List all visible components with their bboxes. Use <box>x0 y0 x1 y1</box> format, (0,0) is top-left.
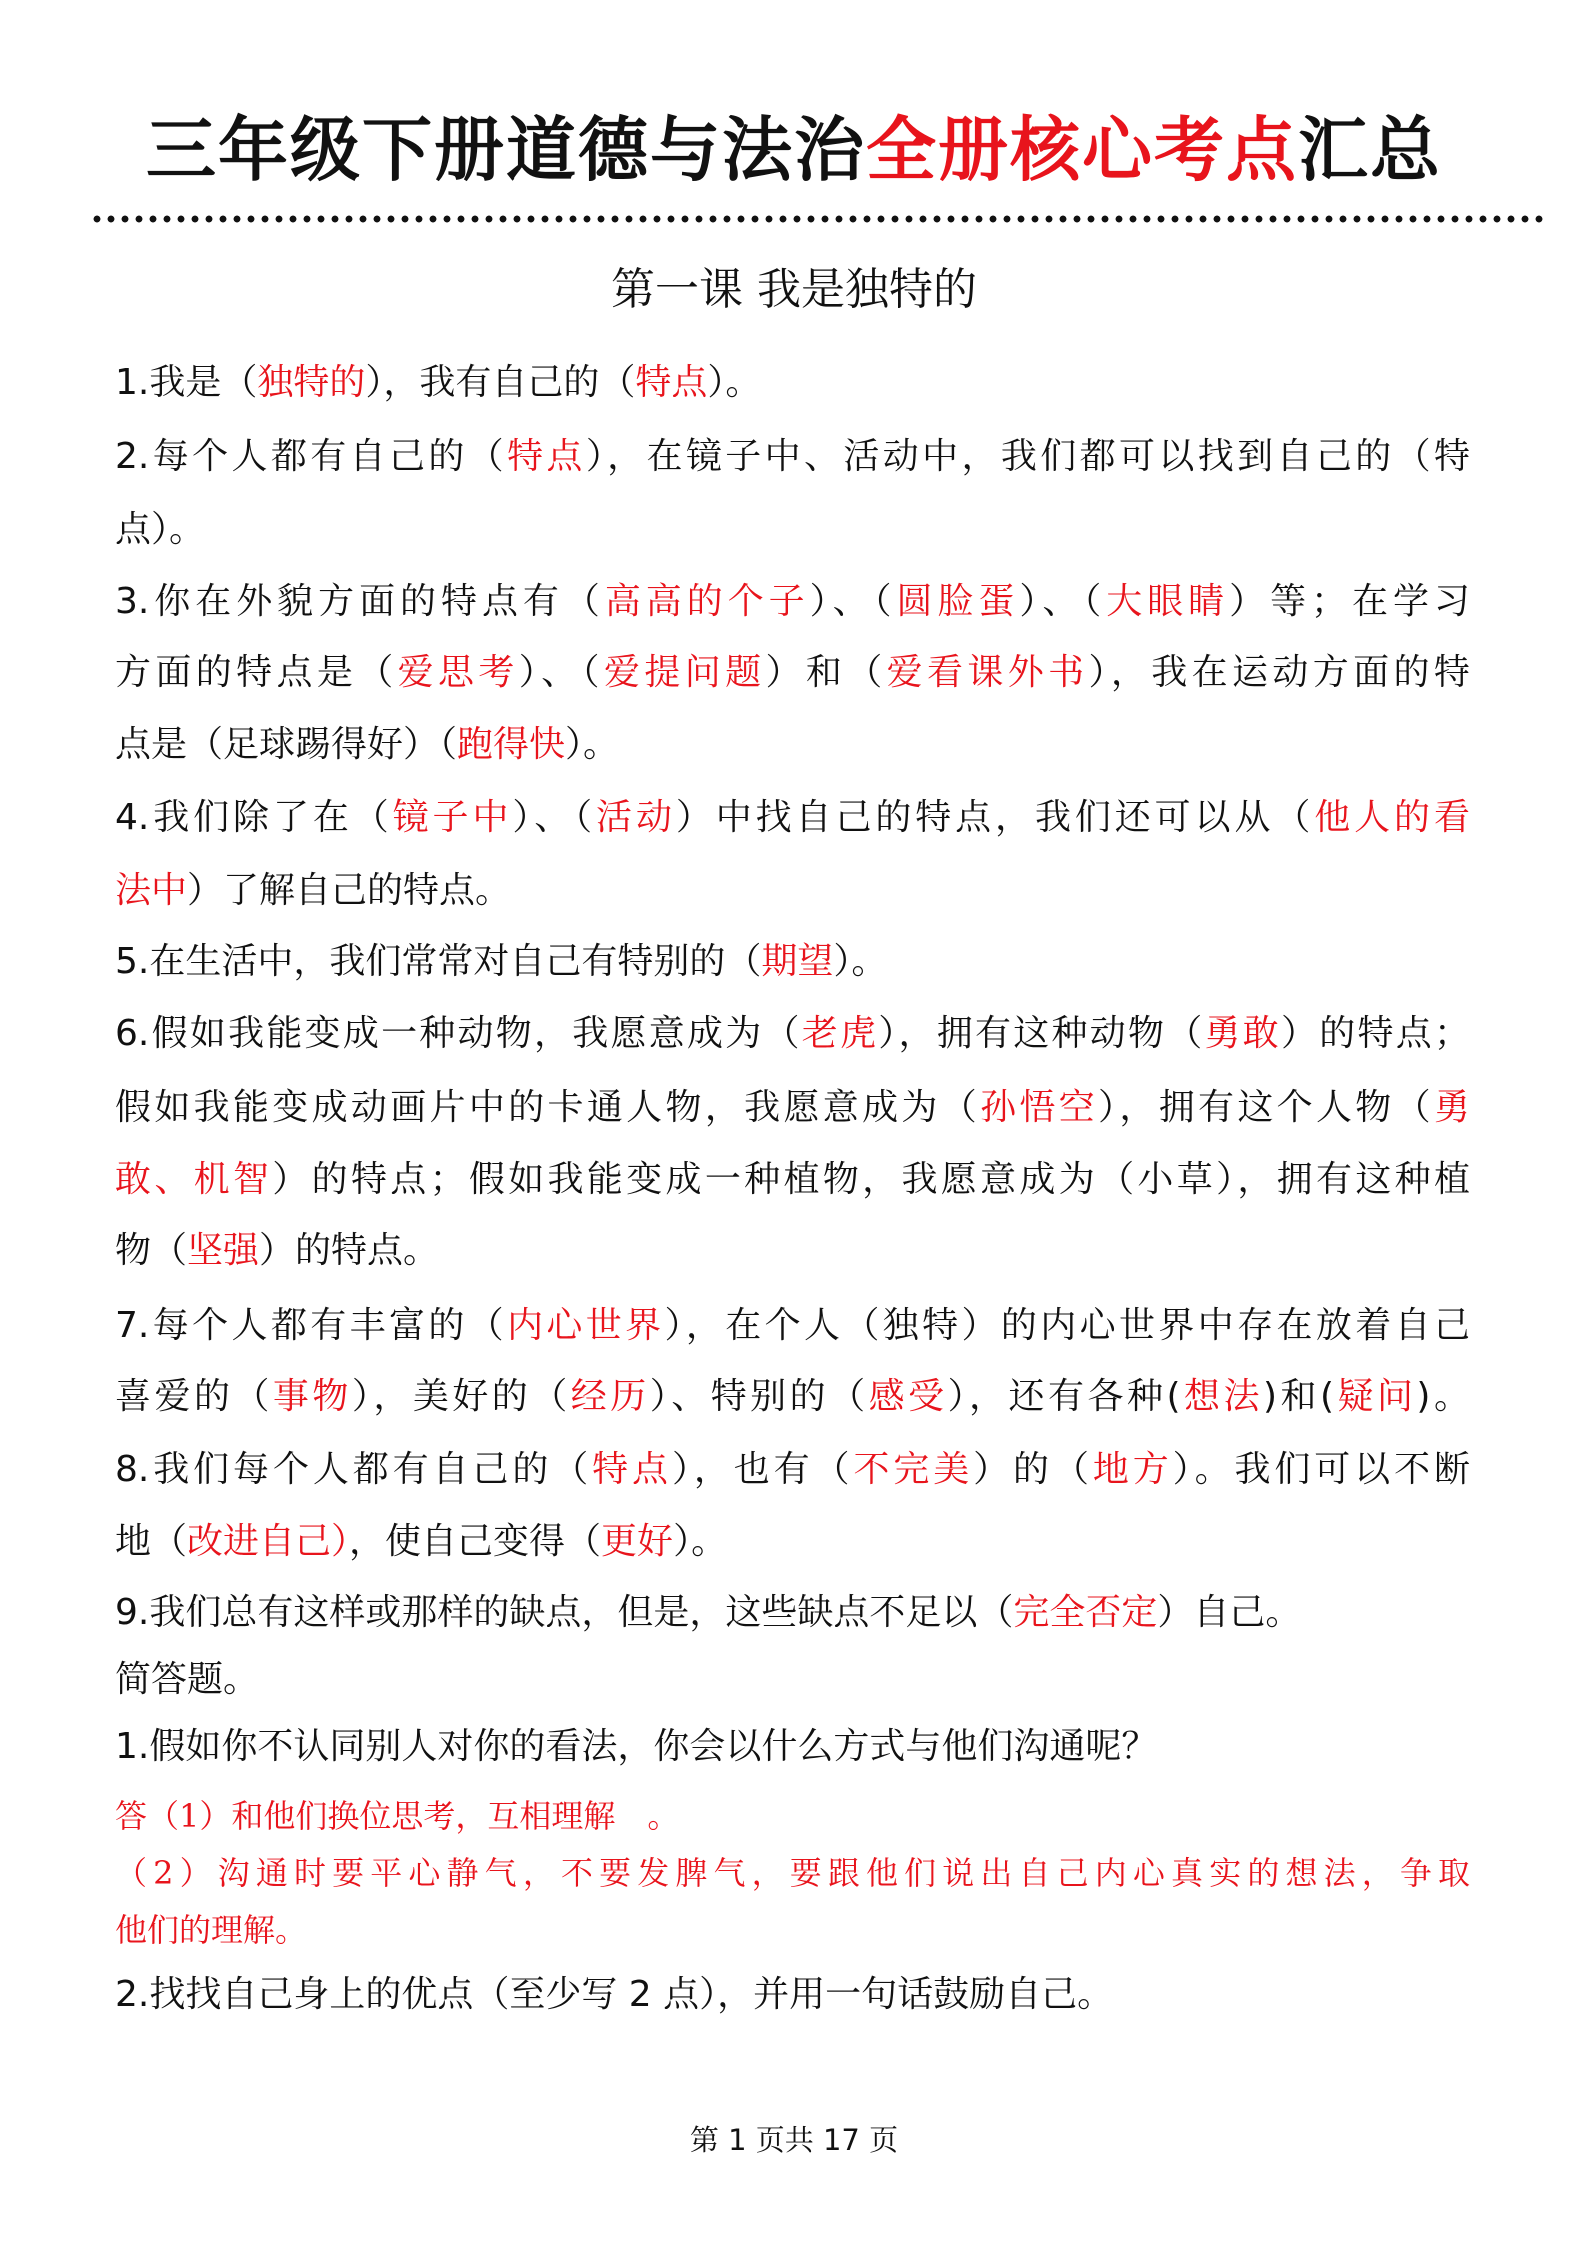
answer-highlight: 内心世界 <box>507 1305 665 1346</box>
answer-highlight: 经历 <box>570 1376 650 1417</box>
text-segment: ）和（ <box>765 652 887 693</box>
text-line <box>115 1372 1470 1422</box>
text-line <box>115 577 1470 627</box>
answer-highlight: 孙悟空 <box>980 1087 1099 1128</box>
answer-highlight: 圆脸蛋 <box>896 581 1020 622</box>
text-segment: ），拥有这个人物（ <box>1098 1087 1434 1128</box>
answer-highlight: 答（1）和他们换位思考，互相理解 。 <box>115 1797 680 1835</box>
answer-highlight: 爱提问题 <box>603 652 766 693</box>
text-segment: ），美好的（ <box>351 1376 571 1417</box>
text-segment: ），拥有这种动物（ <box>878 1013 1205 1054</box>
answer-highlight: 不完美 <box>853 1449 974 1490</box>
text-segment: ）。 <box>673 1521 728 1562</box>
text-line <box>115 432 1470 482</box>
text-segment: ），我有自己的（ <box>365 362 636 403</box>
text-segment: )。 <box>1416 1376 1470 1417</box>
answer-highlight: 大眼睛 <box>1106 581 1230 622</box>
text-segment: 1.我是（ <box>115 362 258 403</box>
page-footer: 第 1 页共 17 页 <box>689 2123 899 2157</box>
text-segment: ）中找自己的特点，我们还可以从（ <box>675 797 1315 838</box>
text-segment: ）的特点；假如我能变成一种植物，我愿意成为（小草），拥有这种植 <box>272 1159 1470 1200</box>
text-segment: 6.假如我能变成一种动物，我愿意成为（ <box>115 1013 802 1054</box>
answer-highlight: 事物 <box>272 1376 352 1417</box>
answer-highlight: 特点 <box>507 436 586 477</box>
answer-highlight: 疑问 <box>1333 1376 1417 1417</box>
text-segment: ）、（ <box>809 581 897 622</box>
text-line <box>115 1588 1470 1638</box>
text-line <box>115 505 1470 555</box>
text-segment: 5.在生活中，我们常常对自己有特别的（ <box>115 941 762 982</box>
answer-highlight: 老虎 <box>801 1013 879 1054</box>
answer-highlight: 想法 <box>1180 1376 1263 1417</box>
text-segment: 9.我们总有这样或那样的缺点，但是，这些缺点不足以（ <box>115 1592 1014 1633</box>
text-segment: 简答题。 <box>115 1659 260 1700</box>
answer-highlight: 他们的理解。 <box>115 1911 308 1949</box>
text-line <box>115 1009 1470 1059</box>
text-segment: 方面的特点是（ <box>115 652 398 693</box>
text-segment: 7.每个人都有丰富的（ <box>115 1305 508 1346</box>
text-line <box>115 937 1470 987</box>
text-segment: 点是（足球踢得好）（ <box>115 724 458 765</box>
text-segment: 4.我们除了在（ <box>115 797 393 838</box>
document-title <box>0 105 1588 195</box>
answer-highlight: 勇 <box>1433 1087 1470 1128</box>
answer-line <box>115 1848 1470 1898</box>
text-line <box>115 1970 1470 2020</box>
text-segment: )和( <box>1262 1376 1334 1417</box>
title-part-2-highlight: 全册核心考点 <box>866 109 1298 191</box>
title-part-3: 汇总 <box>1298 109 1442 191</box>
text-line <box>115 1083 1470 1133</box>
lesson-heading: 第一课 我是独特的 <box>611 264 977 315</box>
text-line <box>115 648 1470 698</box>
answer-highlight: 法中 <box>115 870 188 911</box>
text-segment: ）。 <box>707 362 762 403</box>
text-segment: 8.我们每个人都有自己的（ <box>115 1449 593 1490</box>
text-line <box>115 1722 1470 1772</box>
answer-highlight: 改进自己） <box>187 1521 350 1562</box>
answer-highlight: 他人的看 <box>1314 797 1470 838</box>
text-segment: ）的特点； <box>1280 1013 1470 1054</box>
answer-highlight: 更好 <box>601 1521 674 1562</box>
answer-highlight: 敢、机智 <box>115 1159 273 1200</box>
text-segment: ），在镜子中、活动中，我们都可以找到自己的（特 <box>585 436 1470 477</box>
text-line <box>115 1301 1470 1351</box>
text-segment: ）了解自己的特点。 <box>187 870 512 911</box>
text-line <box>115 793 1470 843</box>
text-segment: 假如我能变成动画片中的卡通人物，我愿意成为（ <box>115 1087 981 1128</box>
text-segment: ），也有（ <box>671 1449 854 1490</box>
text-segment: 2.找找自己身上的优点（至少写 2 点），并用一句话鼓励自己。 <box>115 1974 1114 2015</box>
answer-highlight: 跑得快 <box>457 724 566 765</box>
answer-highlight: 期望 <box>761 941 834 982</box>
text-segment: ）、（ <box>518 652 604 693</box>
text-line <box>115 358 1470 408</box>
text-line <box>115 1655 1470 1705</box>
answer-highlight: （2）沟通时要平心静气，不要发脾气，要跟他们说出自己内心真实的想法，争取 <box>115 1854 1470 1892</box>
answer-line <box>115 1791 1470 1841</box>
answer-highlight: 感受 <box>868 1376 948 1417</box>
text-segment: ）等；在学习 <box>1229 581 1470 622</box>
text-segment: 物（ <box>115 1230 188 1271</box>
text-segment: 2.每个人都有自己的（ <box>115 436 508 477</box>
answer-highlight: 勇敢 <box>1204 1013 1281 1054</box>
text-segment: 点）。 <box>115 509 206 550</box>
answer-highlight: 爱看课外书 <box>886 652 1089 693</box>
text-segment: ），还有各种( <box>947 1376 1181 1417</box>
text-line <box>115 1445 1470 1495</box>
text-segment: ），我在运动方面的特 <box>1088 652 1470 693</box>
answer-highlight: 坚强 <box>187 1230 260 1271</box>
answer-highlight: 爱思考 <box>397 652 519 693</box>
text-segment: ）、（ <box>512 797 597 838</box>
text-line <box>115 1226 1470 1276</box>
text-segment: 1.假如你不认同别人对你的看法，你会以什么方式与他们沟通呢？ <box>115 1726 1158 1767</box>
answer-highlight: 特点 <box>635 362 708 403</box>
answer-highlight: 完全否定 <box>1013 1592 1158 1633</box>
text-segment: ）的（ <box>973 1449 1093 1490</box>
text-segment: 喜爱的（ <box>115 1376 273 1417</box>
answer-highlight: 独特的 <box>257 362 366 403</box>
text-segment: 地（ <box>115 1521 188 1562</box>
answer-highlight: 活动 <box>596 797 676 838</box>
answer-highlight: 特点 <box>592 1449 672 1490</box>
answer-highlight: 镜子中 <box>392 797 513 838</box>
text-segment: ，使自己变得（ <box>349 1521 602 1562</box>
text-segment: ）。 <box>565 724 620 765</box>
text-segment: ）的特点。 <box>259 1230 440 1271</box>
text-segment: ）。我们可以不断 <box>1172 1449 1470 1490</box>
text-line <box>115 720 1470 770</box>
dotted-divider <box>90 214 1548 224</box>
text-line <box>115 1517 1470 1567</box>
title-part-1: 三年级下册道德与法治 <box>146 109 866 191</box>
text-segment: ）。 <box>833 941 888 982</box>
answer-line <box>115 1905 1470 1955</box>
text-segment: ）、（ <box>1019 581 1107 622</box>
answer-highlight: 地方 <box>1092 1449 1173 1490</box>
text-line <box>115 866 1470 916</box>
text-segment: ）自己。 <box>1157 1592 1302 1633</box>
text-line <box>115 1155 1470 1205</box>
text-segment: ）、特别的（ <box>649 1376 869 1417</box>
text-segment: ），在个人（独特）的内心世界中存在放着自己 <box>664 1305 1470 1346</box>
text-segment: 3.你在外貌方面的特点有（ <box>115 581 605 622</box>
answer-highlight: 高高的个子 <box>604 581 810 622</box>
